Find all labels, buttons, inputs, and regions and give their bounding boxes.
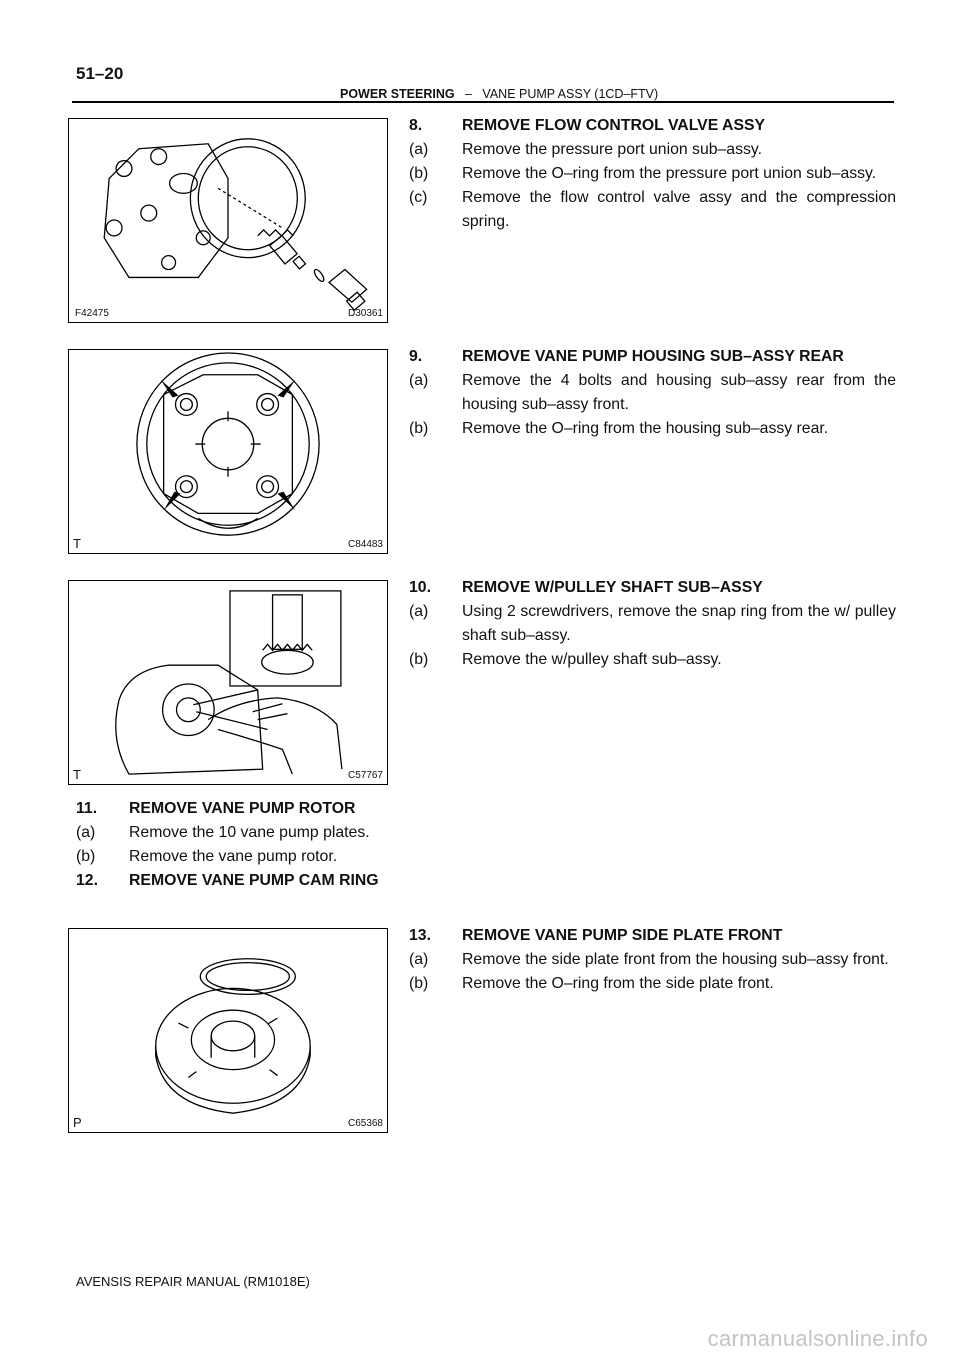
illustration-screwdrivers-snap-ring	[69, 581, 387, 784]
figure-mark: T	[73, 536, 81, 551]
manual-footer: AVENSIS REPAIR MANUAL (RM1018E)	[76, 1274, 310, 1289]
substep-text: Remove the O–ring from the housing sub–assy rear.	[462, 420, 829, 437]
substep-text: Remove the O–ring from the side plate front.	[462, 975, 774, 992]
figure-side-plate-front	[68, 928, 388, 1133]
figure-code-right: C57767	[347, 770, 383, 781]
figure-housing-rear-bolts	[68, 349, 388, 554]
watermark-text: carmanualsonline.info	[707, 1326, 928, 1351]
substep-label: (a)	[409, 951, 429, 968]
step-13	[409, 924, 896, 996]
figure-code-right: C65368	[347, 1118, 383, 1129]
substep-text: Remove the 4 bolts and housing sub–assy rear from the housing sub–assy front.	[462, 372, 896, 413]
step-title: REMOVE FLOW CONTROL VALVE ASSY	[462, 117, 766, 134]
step-title: REMOVE VANE PUMP HOUSING SUB–ASSY REAR	[462, 348, 844, 365]
step-title: REMOVE W/PULLEY SHAFT SUB–ASSY	[462, 579, 763, 596]
step-title: REMOVE VANE PUMP CAM RING	[129, 872, 379, 889]
substep-label: (b)	[409, 420, 429, 437]
running-header	[340, 87, 658, 101]
substep-label: (a)	[409, 372, 429, 389]
section-title: POWER STEERING	[340, 87, 455, 101]
substep-text: Using 2 screwdrivers, remove the snap ring from the w/ pulley shaft sub–assy.	[462, 603, 896, 644]
step-9	[409, 345, 896, 441]
step-8	[409, 114, 896, 234]
substep-text: Remove the 10 vane pump plates.	[129, 824, 370, 841]
illustration-side-plate-oring	[69, 929, 387, 1132]
substep-text: Remove the side plate front from the housing sub–assy front.	[462, 951, 889, 968]
figure-code-right: D30361	[347, 308, 383, 319]
substep-text: Remove the vane pump rotor.	[129, 848, 338, 865]
step-number: 9.	[409, 348, 423, 365]
step-10	[409, 576, 896, 672]
step-title: REMOVE VANE PUMP ROTOR	[129, 800, 356, 817]
subsection-title: VANE PUMP ASSY (1CD–FTV)	[482, 87, 659, 101]
step-number: 12.	[76, 872, 98, 889]
substep-label: (b)	[76, 848, 96, 865]
substep-text: Remove the flow control valve assy and the compression spring.	[462, 189, 896, 230]
substep-label: (a)	[409, 603, 429, 620]
step-11	[76, 797, 406, 893]
page-number: 51–20	[76, 64, 124, 83]
substep-label: (a)	[409, 141, 429, 158]
substep-text: Remove the O–ring from the pressure port union sub–assy.	[462, 165, 877, 182]
step-number: 11.	[76, 800, 98, 817]
substep-text: Remove the pressure port union sub–assy.	[462, 141, 763, 158]
step-number: 13.	[409, 927, 431, 944]
header-rule	[72, 101, 894, 103]
illustration-housing-rear	[69, 350, 387, 553]
figure-snap-ring-removal	[68, 580, 388, 785]
step-12	[76, 869, 406, 893]
substep-label: (b)	[409, 165, 429, 182]
substep-text: Remove the w/pulley shaft sub–assy.	[462, 651, 722, 668]
step-number: 10.	[409, 579, 431, 596]
figure-code-right: C84483	[347, 539, 383, 550]
figure-code-left: F42475	[75, 308, 109, 319]
illustration-vane-pump-exploded	[69, 119, 387, 322]
figure-flow-control-valve	[68, 118, 388, 323]
substep-label: (c)	[409, 189, 428, 206]
step-title: REMOVE VANE PUMP SIDE PLATE FRONT	[462, 927, 783, 944]
header-separator: –	[465, 87, 472, 101]
figure-mark: T	[73, 767, 81, 782]
substep-label: (a)	[76, 824, 96, 841]
figure-mark: P	[73, 1115, 82, 1130]
substep-label: (b)	[409, 651, 429, 668]
step-number: 8.	[409, 117, 423, 134]
substep-label: (b)	[409, 975, 429, 992]
